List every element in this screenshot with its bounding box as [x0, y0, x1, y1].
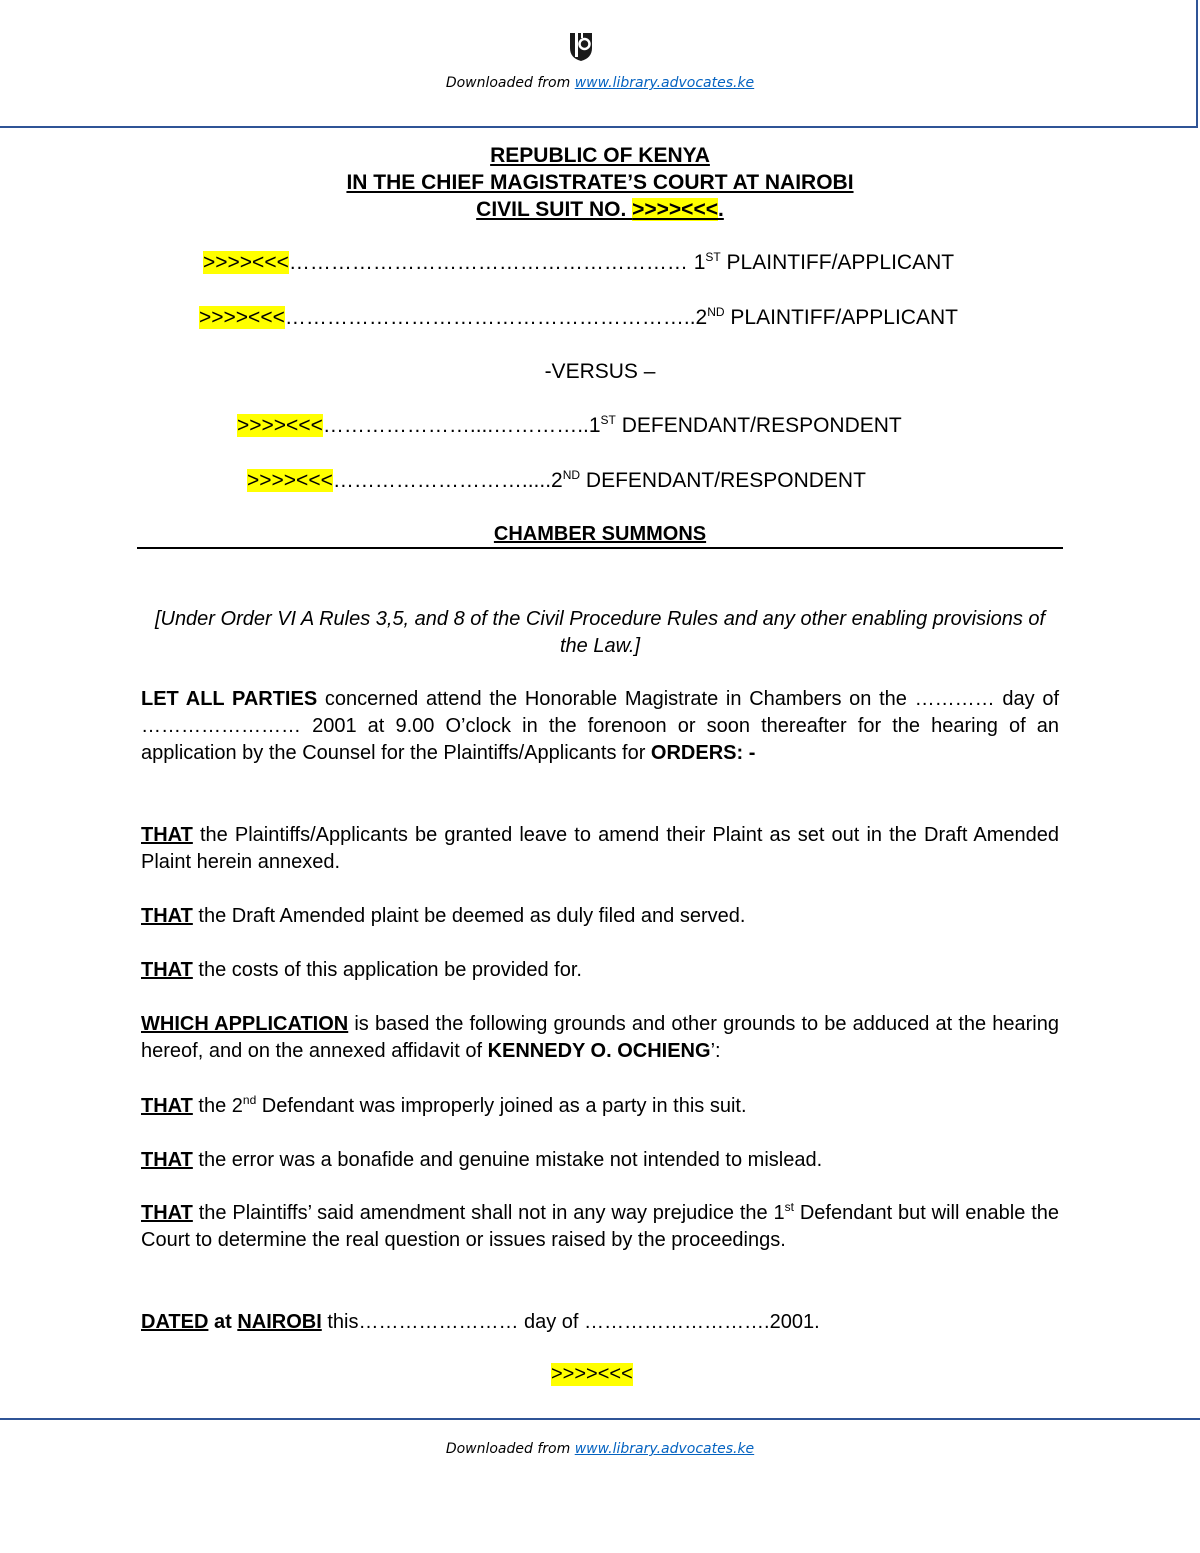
second-plaintiff-line	[199, 305, 958, 331]
party-dots: …………………....…………..1	[322, 414, 601, 437]
download-link-top[interactable]: www.library.advocates.ke	[574, 75, 755, 91]
ground-text-cont: Defendant but will enable the Court to determine the real question or issues raised by the proceedings.	[141, 1202, 1060, 1251]
dated-place: NAIROBI	[237, 1311, 322, 1333]
chamber-summons-heading: CHAMBER SUMMONS	[493, 523, 707, 545]
first-plaintiff-line	[203, 250, 954, 276]
heading-divider	[137, 547, 1063, 549]
orders-label: ORDERS: -	[650, 742, 756, 764]
let-all-parties-text: concerned attend the Honorable Magistrate in Chambers on the ………… day of …………………… 2001 at 9.00 O’clock in the forenoon or soon thereafter for the hearing of an application by the Counsel for the Plaintiffs/Applicants for	[141, 688, 1059, 764]
versus-text: -VERSUS –	[544, 360, 656, 383]
party-role: DEFENDANT/RESPONDENT	[615, 414, 902, 437]
party-placeholder: >>>><<<	[237, 414, 323, 437]
party-role: PLAINTIFF/APPLICANT	[724, 306, 958, 329]
order-lead: THAT	[141, 905, 193, 927]
ground-text-cont: Defendant was improperly joined as a party in this suit.	[256, 1095, 747, 1117]
order-text: the costs of this application be provided for.	[192, 959, 582, 981]
party-dots: ……………………….....2	[332, 469, 563, 492]
party-placeholder: >>>><<<	[203, 251, 289, 274]
which-application-end: ’:	[710, 1040, 721, 1062]
footer-divider	[0, 1418, 1200, 1420]
suit-number-placeholder: >>>><<<	[632, 198, 718, 221]
download-prefix: Downloaded from	[445, 1441, 575, 1457]
ground-2	[141, 1147, 1059, 1174]
ground-lead: THAT	[141, 1095, 193, 1117]
party-role: PLAINTIFF/APPLICANT	[720, 251, 955, 274]
party-role: DEFENDANT/RESPONDENT	[580, 469, 866, 492]
ground-text: the Plaintiffs’ said amendment shall not in any way prejudice the 1	[192, 1202, 785, 1224]
dated-line	[141, 1309, 1059, 1336]
ground-3	[141, 1200, 1059, 1254]
download-notice-bottom	[0, 1441, 1200, 1457]
ground-text: the 2	[192, 1095, 243, 1117]
download-prefix: Downloaded from	[445, 75, 575, 91]
ordinal: ST	[600, 413, 616, 427]
order-text: the Plaintiffs/Applicants be granted leave to amend their Plaint as set out in the Draft Amended Plaint herein annexed.	[141, 824, 1059, 873]
court-line-2: IN THE CHIEF MAGISTRATE’S COURT AT NAIROBI	[346, 171, 854, 194]
civil-suit-suffix: .	[717, 198, 724, 221]
let-all-parties-paragraph	[141, 686, 1059, 767]
court-line-1: REPUBLIC OF KENYA	[490, 144, 710, 167]
deponent-name: KENNEDY O. OCHIENG	[487, 1040, 711, 1062]
party-dots: …………………………………………………..2	[284, 306, 708, 329]
ordinal: ST	[705, 250, 721, 264]
advocates-logo-icon	[568, 30, 594, 62]
signature-placeholder: >>>><<<	[551, 1363, 633, 1385]
party-dots: ………………………………………………… 1	[288, 251, 706, 274]
ordinal: st	[784, 1200, 794, 1214]
ground-lead: THAT	[141, 1202, 193, 1224]
ordinal: ND	[707, 305, 725, 319]
ground-text: the error was a bonafide and genuine mistake not intended to mislead.	[192, 1149, 823, 1171]
dated-at: at	[208, 1311, 238, 1333]
second-defendant-line	[247, 468, 866, 494]
dated-lead: DATED	[141, 1311, 209, 1333]
civil-suit-line	[0, 197, 1200, 223]
order-lead: THAT	[141, 959, 193, 981]
which-application-paragraph	[141, 1011, 1059, 1065]
download-notice-top	[0, 75, 1200, 91]
party-placeholder: >>>><<<	[199, 306, 285, 329]
dated-text: this…………………… day of ……………………….2001.	[321, 1311, 820, 1333]
which-application-lead: WHICH APPLICATION	[141, 1013, 349, 1035]
page-header	[0, 0, 1198, 128]
let-all-parties-lead: LET ALL PARTIES	[141, 688, 318, 710]
ordinal: nd	[242, 1093, 257, 1107]
download-link-bottom[interactable]: www.library.advocates.ke	[574, 1441, 755, 1457]
ordinal: ND	[562, 468, 581, 482]
ground-1	[141, 1093, 1059, 1120]
first-defendant-line	[237, 413, 902, 439]
civil-suit-label: CIVIL SUIT NO.	[476, 198, 633, 221]
which-application-text: is based the following grounds and other grounds to be adduced at the hearing hereof, and on the annexed affidavit of	[141, 1013, 1059, 1062]
party-placeholder: >>>><<<	[247, 469, 333, 492]
order-1	[141, 822, 1059, 876]
order-2	[141, 903, 1059, 930]
order-3	[141, 957, 1059, 984]
ground-lead: THAT	[141, 1149, 193, 1171]
order-text: the Draft Amended plaint be deemed as duly filed and served.	[192, 905, 746, 927]
under-order-note: [Under Order VI A Rules 3,5, and 8 of the Civil Procedure Rules and any other enabling provisions of the Law.]	[154, 608, 1046, 657]
order-lead: THAT	[141, 824, 193, 846]
